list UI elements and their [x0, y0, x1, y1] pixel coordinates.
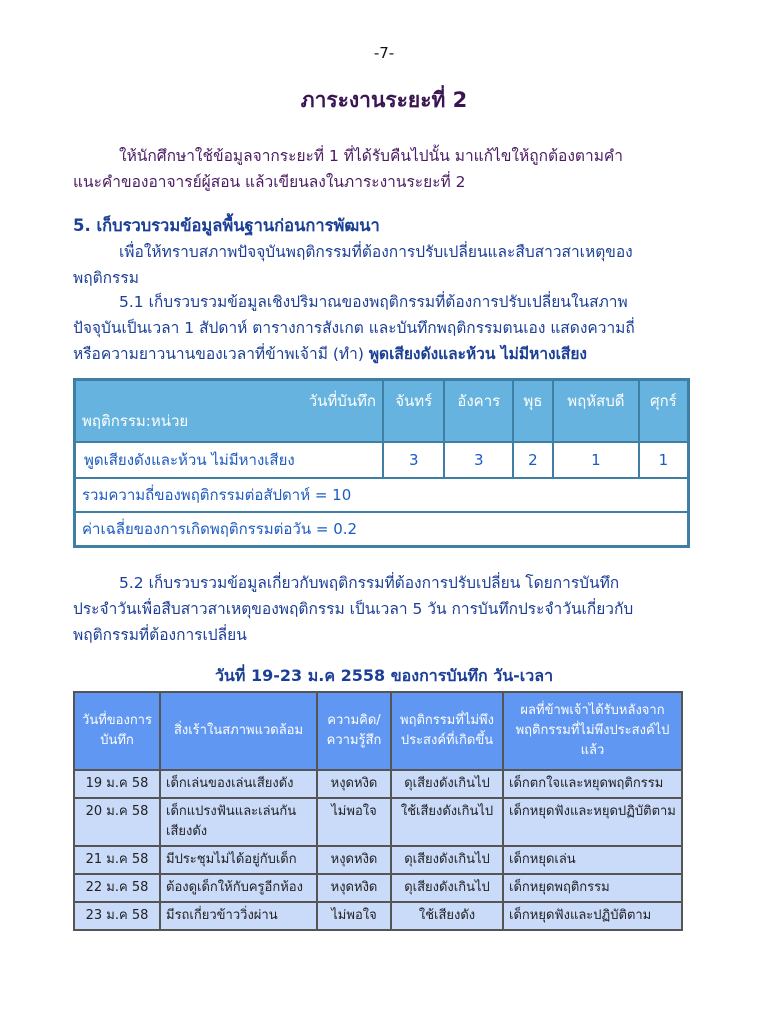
- day-header-thu: พฤหัสบดี: [553, 380, 639, 443]
- row-stimulus: เด็กเล่นของเล่นเสียงดัง: [160, 770, 317, 798]
- diary-table-caption: วันที่ 19-23 ม.ค 2558 ของการบันทึก วัน-เวลา: [214, 666, 554, 685]
- average-frequency: ค่าเฉลี่ยของการเกิดพฤติกรรมต่อวัน = 0.2: [75, 512, 689, 547]
- diary-row: [74, 798, 682, 846]
- target-behavior: พูดเสียงดังและห้วน ไม่มีหางเสียง: [368, 345, 587, 363]
- corner-behavior-label: พฤติกรรม:หน่วย: [82, 412, 189, 430]
- row-date: 19 ม.ค 58: [74, 770, 160, 798]
- row-stimulus: มีรถเกี่ยวข้าววิ่งผ่าน: [160, 902, 317, 930]
- row-feeling: หงุดหงิด: [317, 770, 391, 798]
- day-header-wed: พุธ: [513, 380, 553, 443]
- intro-line-2: แนะคำของอาจารย์ผู้สอน แล้วเขียนลงในภาระงานระยะที่ 2: [73, 173, 466, 191]
- day-header-mon: จันทร์: [383, 380, 444, 443]
- diary-table-header: [74, 692, 682, 770]
- page-number: -7-: [373, 44, 395, 62]
- frequency-table-row: [75, 442, 689, 478]
- total-frequency: รวมความถี่ของพฤติกรรมต่อสัปดาห์ = 10: [75, 478, 689, 512]
- frequency-table-header: [75, 380, 689, 443]
- row-feeling: ไม่พอใจ: [317, 902, 391, 930]
- header-behavior: พฤติกรรมที่ไม่พึงประสงค์ที่เกิดขึ้น: [391, 692, 503, 770]
- row-behavior: ดุเสียงดังเกินไป: [391, 846, 503, 874]
- header-stimulus: สิ่งเร้าในสภาพแวดล้อม: [160, 692, 317, 770]
- row-behavior: ดุเสียงดังเกินไป: [391, 770, 503, 798]
- count-tue: 3: [444, 442, 513, 478]
- behavior-cell: พูดเสียงดังและห้วน ไม่มีหางเสียง: [75, 442, 384, 478]
- row-feeling: ไม่พอใจ: [317, 798, 391, 846]
- intro-line-1: ให้นักศึกษาใช้ข้อมูลจากระยะที่ 1 ที่ได้รับคืนไปนั้น มาแก้ไขให้ถูกต้องตามคำ: [119, 147, 623, 165]
- section-5-line-1: เพื่อให้ทราบสภาพปัจจุบันพฤติกรรมที่ต้องการปรับเปลี่ยนและสืบสาวสาเหตุของ: [119, 243, 633, 261]
- row-feeling: หงุดหงิด: [317, 874, 391, 902]
- day-header-fri: ศุกร์: [639, 380, 689, 443]
- corner-date-label: วันที่บันทึก: [308, 392, 376, 410]
- row-stimulus: มีประชุมไม่ได้อยู่กับเด็ก: [160, 846, 317, 874]
- frequency-table: [73, 378, 690, 548]
- section-5-2-line-1: 5.2 เก็บรวบรวมข้อมูลเกี่ยวกับพฤติกรรมที่ต้องการปรับเปลี่ยน โดยการบันทึก: [119, 574, 620, 592]
- row-feeling: หงุดหงิด: [317, 846, 391, 874]
- row-behavior: ดุเสียงดังเกินไป: [391, 874, 503, 902]
- row-consequence: เด็กหยุดฟังและหยุดปฏิบัติตาม: [503, 798, 682, 846]
- corner-header-cell: [75, 380, 384, 443]
- average-row: [75, 512, 689, 547]
- count-mon: 3: [383, 442, 444, 478]
- section-5-1-line-1: 5.1 เก็บรวบรวมข้อมูลเชิงปริมาณของพฤติกรรมที่ต้องการปรับเปลี่ยนในสภาพ: [119, 293, 628, 311]
- header-date: วันที่ของการบันทึก: [74, 692, 160, 770]
- header-consequence: ผลที่ข้าพเจ้าได้รับหลังจากพฤติกรรมที่ไม่พึงประสงค์ไปแล้ว: [503, 692, 682, 770]
- row-date: 21 ม.ค 58: [74, 846, 160, 874]
- row-consequence: เด็กตกใจและหยุดพฤติกรรม: [503, 770, 682, 798]
- row-date: 20 ม.ค 58: [74, 798, 160, 846]
- row-consequence: เด็กหยุดพฤติกรรม: [503, 874, 682, 902]
- row-consequence: เด็กหยุดเล่น: [503, 846, 682, 874]
- section-5-heading: 5. เก็บรวบรวมข้อมูลพื้นฐานก่อนการพัฒนา: [73, 216, 380, 235]
- section-5-2: [73, 570, 698, 648]
- diary-table: [73, 691, 683, 931]
- row-date: 23 ม.ค 58: [74, 902, 160, 930]
- diary-row: [74, 846, 682, 874]
- section-5-2-line-2: ประจำวันเพื่อสืบสาวสาเหตุของพฤติกรรม เป็นเวลา 5 วัน การบันทึกประจำวันเกี่ยวกับ: [73, 600, 634, 618]
- row-date: 22 ม.ค 58: [74, 874, 160, 902]
- count-wed: 2: [513, 442, 553, 478]
- page-title: ภาระงานระยะที่ 2: [300, 88, 468, 112]
- diary-row: [74, 902, 682, 930]
- section-5-1-line-3: หรือความยาวนานของเวลาที่ข้าพเจ้ามี (ทำ) พูดเสียงดังและห้วน ไม่มีหางเสียง: [73, 345, 587, 363]
- header-feeling: ความคิด/ความรู้สึก: [317, 692, 391, 770]
- total-row: [75, 478, 689, 512]
- count-fri: 1: [639, 442, 689, 478]
- diary-row: [74, 770, 682, 798]
- diary-row: [74, 874, 682, 902]
- section-5-2-line-3: พฤติกรรมที่ต้องการเปลี่ยน: [73, 626, 247, 644]
- day-header-tue: อังคาร: [444, 380, 513, 443]
- row-behavior: ใช้เสียงดัง: [391, 902, 503, 930]
- count-thu: 1: [553, 442, 639, 478]
- intro-paragraph: [73, 143, 698, 195]
- row-consequence: เด็กหยุดฟังและปฏิบัติตาม: [503, 902, 682, 930]
- section-5-line-2: พฤติกรรม: [73, 269, 139, 287]
- row-stimulus: เด็กแปรงฟันและเล่นกันเสียงดัง: [160, 798, 317, 846]
- section-5-1-line-2: ปัจจุบันเป็นเวลา 1 สัปดาห์ ตารางการสังเกต และบันทึกพฤติกรรมตนเอง แสดงความถี่: [73, 319, 635, 337]
- row-stimulus: ต้องดูเด็กให้กับครูอีกห้อง: [160, 874, 317, 902]
- row-behavior: ใช้เสียงดังเกินไป: [391, 798, 503, 846]
- section-5: [73, 213, 698, 291]
- section-5-1: [73, 289, 698, 367]
